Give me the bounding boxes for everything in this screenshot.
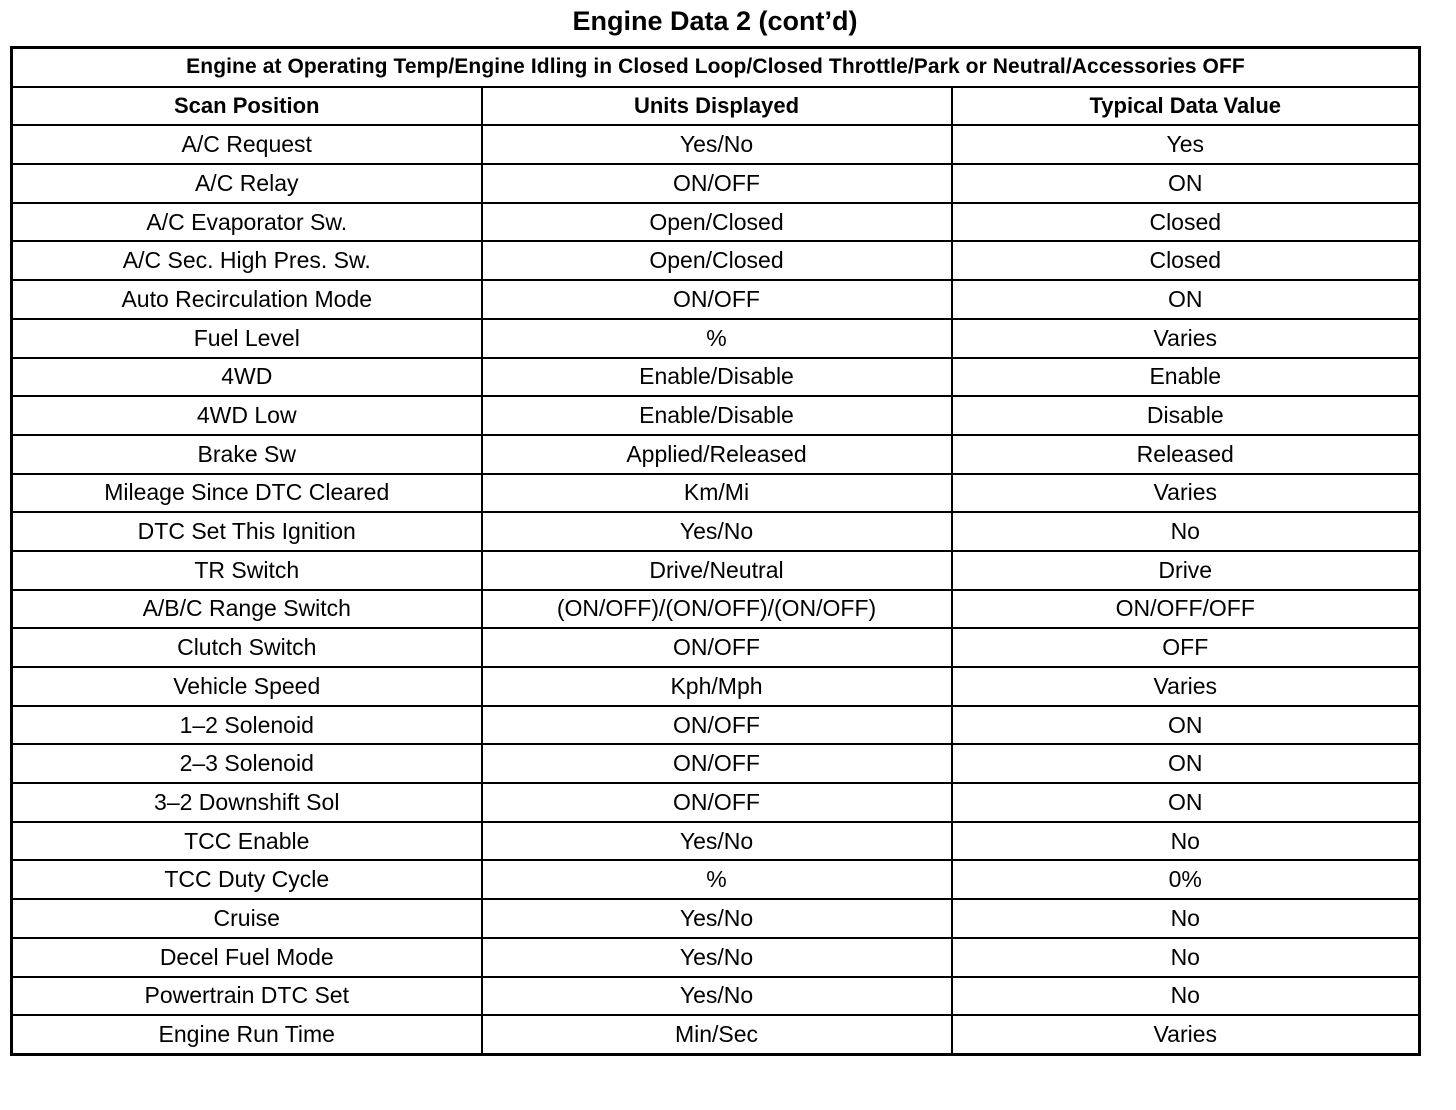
units-displayed-cell: Applied/Released	[482, 435, 952, 474]
units-displayed-cell: Open/Closed	[482, 241, 952, 280]
typical-data-value-cell: Released	[952, 435, 1420, 474]
table-row	[12, 977, 1420, 1016]
scan-position-cell: A/C Sec. High Pres. Sw.	[12, 241, 482, 280]
table-row	[12, 783, 1420, 822]
table-row	[12, 358, 1420, 397]
table-row	[12, 125, 1420, 164]
table-row	[12, 241, 1420, 280]
typical-data-value-cell: ON	[952, 744, 1420, 783]
typical-data-value-cell: ON	[952, 280, 1420, 319]
typical-data-value-cell: ON	[952, 783, 1420, 822]
table-row	[12, 667, 1420, 706]
typical-data-value-cell: ON	[952, 706, 1420, 745]
typical-data-value-cell: 0%	[952, 860, 1420, 899]
table-row	[12, 280, 1420, 319]
units-displayed-cell: Yes/No	[482, 977, 952, 1016]
scan-position-cell: Powertrain DTC Set	[12, 977, 482, 1016]
scan-position-cell: A/C Evaporator Sw.	[12, 203, 482, 242]
table-row	[12, 628, 1420, 667]
scan-position-cell: TCC Enable	[12, 822, 482, 861]
units-displayed-cell: Yes/No	[482, 938, 952, 977]
table-row	[12, 319, 1420, 358]
table-row	[12, 1015, 1420, 1054]
units-displayed-cell: Open/Closed	[482, 203, 952, 242]
column-header-row	[12, 87, 1420, 126]
typical-data-value-cell: No	[952, 822, 1420, 861]
table-body	[12, 125, 1420, 1054]
table-row	[12, 435, 1420, 474]
table-row	[12, 551, 1420, 590]
units-displayed-cell: %	[482, 319, 952, 358]
typical-data-value-cell: Varies	[952, 1015, 1420, 1054]
units-displayed-cell: Yes/No	[482, 512, 952, 551]
units-displayed-cell: Enable/Disable	[482, 396, 952, 435]
typical-data-value-cell: No	[952, 899, 1420, 938]
units-displayed-cell: Min/Sec	[482, 1015, 952, 1054]
table-row	[12, 474, 1420, 513]
scan-position-cell: Auto Recirculation Mode	[12, 280, 482, 319]
typical-data-value-cell: Varies	[952, 474, 1420, 513]
scan-position-cell: 4WD	[12, 358, 482, 397]
scan-position-cell: A/C Relay	[12, 164, 482, 203]
units-displayed-cell: ON/OFF	[482, 706, 952, 745]
typical-data-value-cell: Closed	[952, 203, 1420, 242]
typical-data-value-cell: Drive	[952, 551, 1420, 590]
units-displayed-cell: Drive/Neutral	[482, 551, 952, 590]
units-displayed-cell: %	[482, 860, 952, 899]
units-displayed-cell: (ON/OFF)/(ON/OFF)/(ON/OFF)	[482, 590, 952, 629]
units-displayed-cell: Kph/Mph	[482, 667, 952, 706]
typical-data-value-cell: ON	[952, 164, 1420, 203]
condition-row	[12, 48, 1420, 87]
typical-data-value-cell: No	[952, 977, 1420, 1016]
scan-position-cell: 3–2 Downshift Sol	[12, 783, 482, 822]
typical-data-value-cell: ON/OFF/OFF	[952, 590, 1420, 629]
scan-position-cell: TCC Duty Cycle	[12, 860, 482, 899]
units-displayed-cell: Yes/No	[482, 125, 952, 164]
units-displayed-cell: ON/OFF	[482, 744, 952, 783]
typical-data-value-cell: No	[952, 512, 1420, 551]
engine-data-table	[10, 46, 1421, 1056]
scan-position-cell: Cruise	[12, 899, 482, 938]
scan-position-cell: TR Switch	[12, 551, 482, 590]
table-row	[12, 203, 1420, 242]
table-row	[12, 396, 1420, 435]
table-row	[12, 744, 1420, 783]
table-row	[12, 938, 1420, 977]
typical-data-value-cell: Varies	[952, 319, 1420, 358]
units-displayed-cell: Km/Mi	[482, 474, 952, 513]
units-displayed-cell: ON/OFF	[482, 164, 952, 203]
table-row	[12, 822, 1420, 861]
table-row	[12, 860, 1420, 899]
table-row	[12, 512, 1420, 551]
scan-position-cell: 4WD Low	[12, 396, 482, 435]
table-row	[12, 706, 1420, 745]
typical-data-value-cell: No	[952, 938, 1420, 977]
scan-position-cell: Mileage Since DTC Cleared	[12, 474, 482, 513]
units-displayed-cell: Yes/No	[482, 899, 952, 938]
table-row	[12, 164, 1420, 203]
typical-data-value-cell: OFF	[952, 628, 1420, 667]
scan-position-cell: Fuel Level	[12, 319, 482, 358]
units-displayed-cell: Yes/No	[482, 822, 952, 861]
scan-position-cell: A/B/C Range Switch	[12, 590, 482, 629]
typical-data-value-cell: Enable	[952, 358, 1420, 397]
condition-header: Engine at Operating Temp/Engine Idling in Closed Loop/Closed Throttle/Park or Neutral/Accessories OFF	[12, 48, 1420, 87]
scan-position-cell: A/C Request	[12, 125, 482, 164]
typical-data-value-cell: Yes	[952, 125, 1420, 164]
scan-position-cell: Brake Sw	[12, 435, 482, 474]
units-displayed-cell: ON/OFF	[482, 783, 952, 822]
typical-data-value-cell: Disable	[952, 396, 1420, 435]
scan-position-cell: DTC Set This Ignition	[12, 512, 482, 551]
table-row	[12, 899, 1420, 938]
units-displayed-cell: Enable/Disable	[482, 358, 952, 397]
typical-data-value-header: Typical Data Value	[952, 87, 1420, 126]
scan-position-cell: 1–2 Solenoid	[12, 706, 482, 745]
units-displayed-cell: ON/OFF	[482, 280, 952, 319]
units-displayed-header: Units Displayed	[482, 87, 952, 126]
table-row	[12, 590, 1420, 629]
page-title: Engine Data 2 (cont’d)	[572, 6, 858, 36]
scan-position-cell: Engine Run Time	[12, 1015, 482, 1054]
scan-position-cell: Vehicle Speed	[12, 667, 482, 706]
scan-position-cell: Clutch Switch	[12, 628, 482, 667]
typical-data-value-cell: Varies	[952, 667, 1420, 706]
scan-position-cell: 2–3 Solenoid	[12, 744, 482, 783]
scan-position-cell: Decel Fuel Mode	[12, 938, 482, 977]
scan-position-header: Scan Position	[12, 87, 482, 126]
typical-data-value-cell: Closed	[952, 241, 1420, 280]
units-displayed-cell: ON/OFF	[482, 628, 952, 667]
